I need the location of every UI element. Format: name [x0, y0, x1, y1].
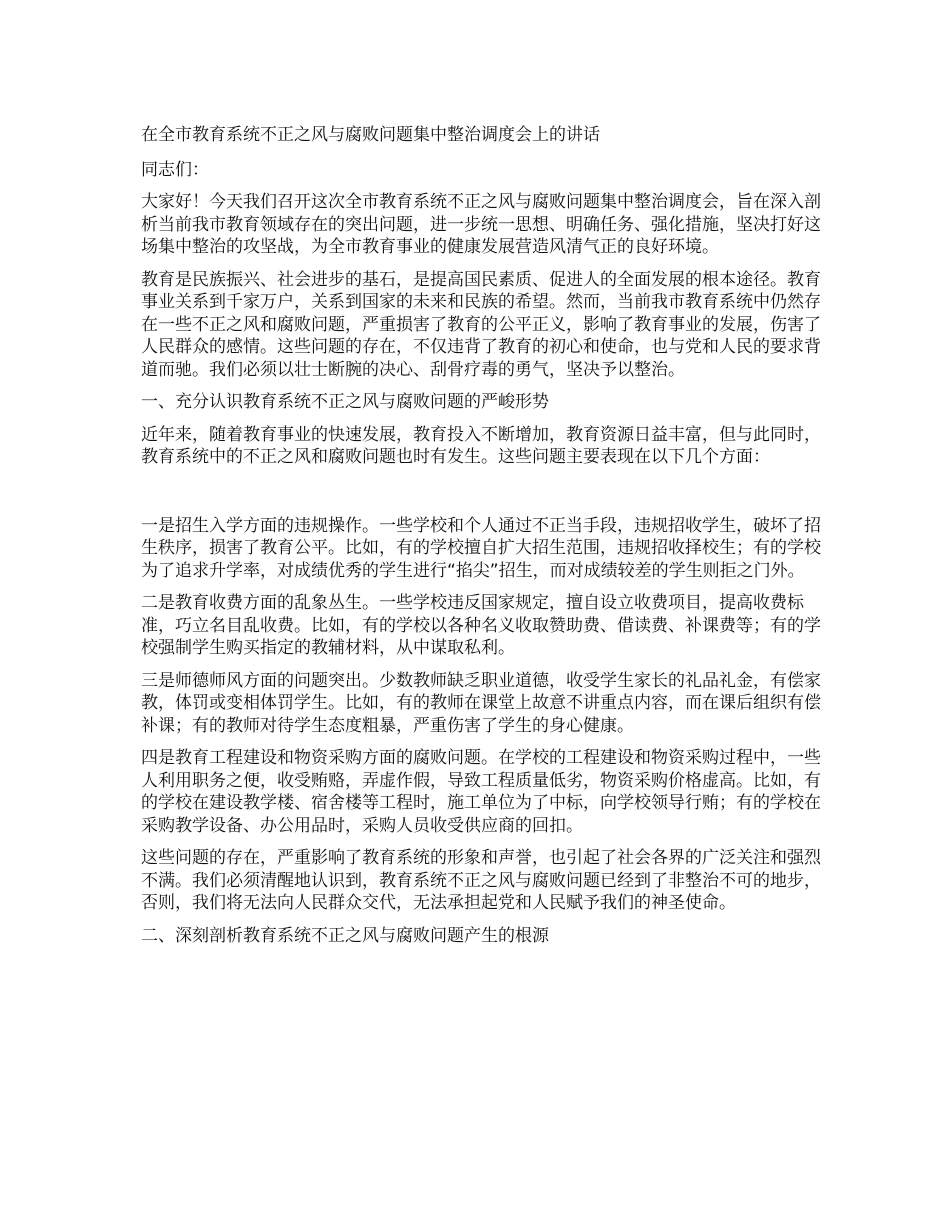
document-title: 在全市教育系统不正之风与腐败问题集中整治调度会上的讲话 — [141, 125, 600, 145]
issue-item-2: 二是教育收费方面的乱象丛生。一些学校违反国家规定，擅自设立收费项目，提高收费标准，巧立名目乱收费。比如，有的学校以各种名义收取赞助费、借读费、补课费等；有的学校强制学生购买指定的教辅材料，从中谋取私利。 — [141, 593, 821, 658]
issue-item-1: 一是招生入学方面的违规操作。一些学校和个人通过不正当手段，违规招收学生，破坏了招生秩序，损害了教育公平。比如，有的学校擅自扩大招生范围，违规招收择校生；有的学校为了追求升学率，对成绩优秀的学生进行“掐尖”招生，而对成绩较差的学生则拒之门外。 — [141, 515, 821, 581]
paragraph-opening: 大家好！今天我们召开这次全市教育系统不正之风与腐败问题集中整治调度会，旨在深入剖析当前我市教育领域存在的突出问题，进一步统一思想、明确任务、强化措施，坚决打好这场集中整治的攻坚战，为全市教育事业的健康发展营造风清气正的良好环境。 — [141, 192, 821, 257]
salutation: 同志们： — [141, 159, 209, 180]
section-1-intro: 近年来，随着教育事业的快速发展，教育投入不断增加，教育资源日益丰富，但与此同时，教育系统中的不正之风和腐败问题也时有发生。这些问题主要表现在以下几个方面： — [141, 424, 821, 467]
blank-gap — [141, 479, 831, 515]
section-1-conclusion: 这些问题的存在，严重影响了教育系统的形象和声誉，也引起了社会各界的广泛关注和强烈不满。我们必须清醒地认识到，教育系统不正之风与腐败问题已经到了非整治不可的地步，否则，我们将无法向人民群众交代，无法承担起党和人民赋予我们的神圣使命。 — [141, 848, 821, 913]
paragraph-background: 教育是民族振兴、社会进步的基石，是提高国民素质、促进人的全面发展的根本途径。教育事业关系到千家万户，关系到国家的未来和民族的希望。然而，当前我市教育系统中仍然存在一些不正之风和腐败问题，严重损害了教育的公平正义，影响了教育事业的发展，伤害了人民群众的感情。这些问题的存在，不仅违背了教育的初心和使命，也与党和人民的要求背道而驰。我们必须以壮士断腕的决心、刮骨疗毒的勇气，坚决予以整治。 — [141, 269, 821, 380]
issue-item-3: 三是师德师风方面的问题突出。少数教师缺乏职业道德，收受学生家长的礼品礼金，有偿家教，体罚或变相体罚学生。比如，有的教师在课堂上故意不讲重点内容，而在课后组织有偿补课；有的教师对待学生态度粗暴，严重伤害了学生的身心健康。 — [141, 670, 821, 736]
document-page — [141, 124, 831, 957]
section-1-heading: 一、充分认识教育系统不正之风与腐败问题的严峻形势 — [141, 392, 549, 412]
issue-item-4: 四是教育工程建设和物资采购方面的腐败问题。在学校的工程建设和物资采购过程中，一些人利用职务之便，收受贿赂，弄虚作假，导致工程质量低劣，物资采购价格虚高。比如，有的学校在建设教学楼、宿舍楼等工程时，施工单位为了中标，向学校领导行贿；有的学校在采购教学设备、办公用品时，采购人员收受供应商的回扣。 — [141, 748, 821, 836]
section-2-heading: 二、深刻剖析教育系统不正之风与腐败问题产生的根源 — [141, 925, 549, 946]
